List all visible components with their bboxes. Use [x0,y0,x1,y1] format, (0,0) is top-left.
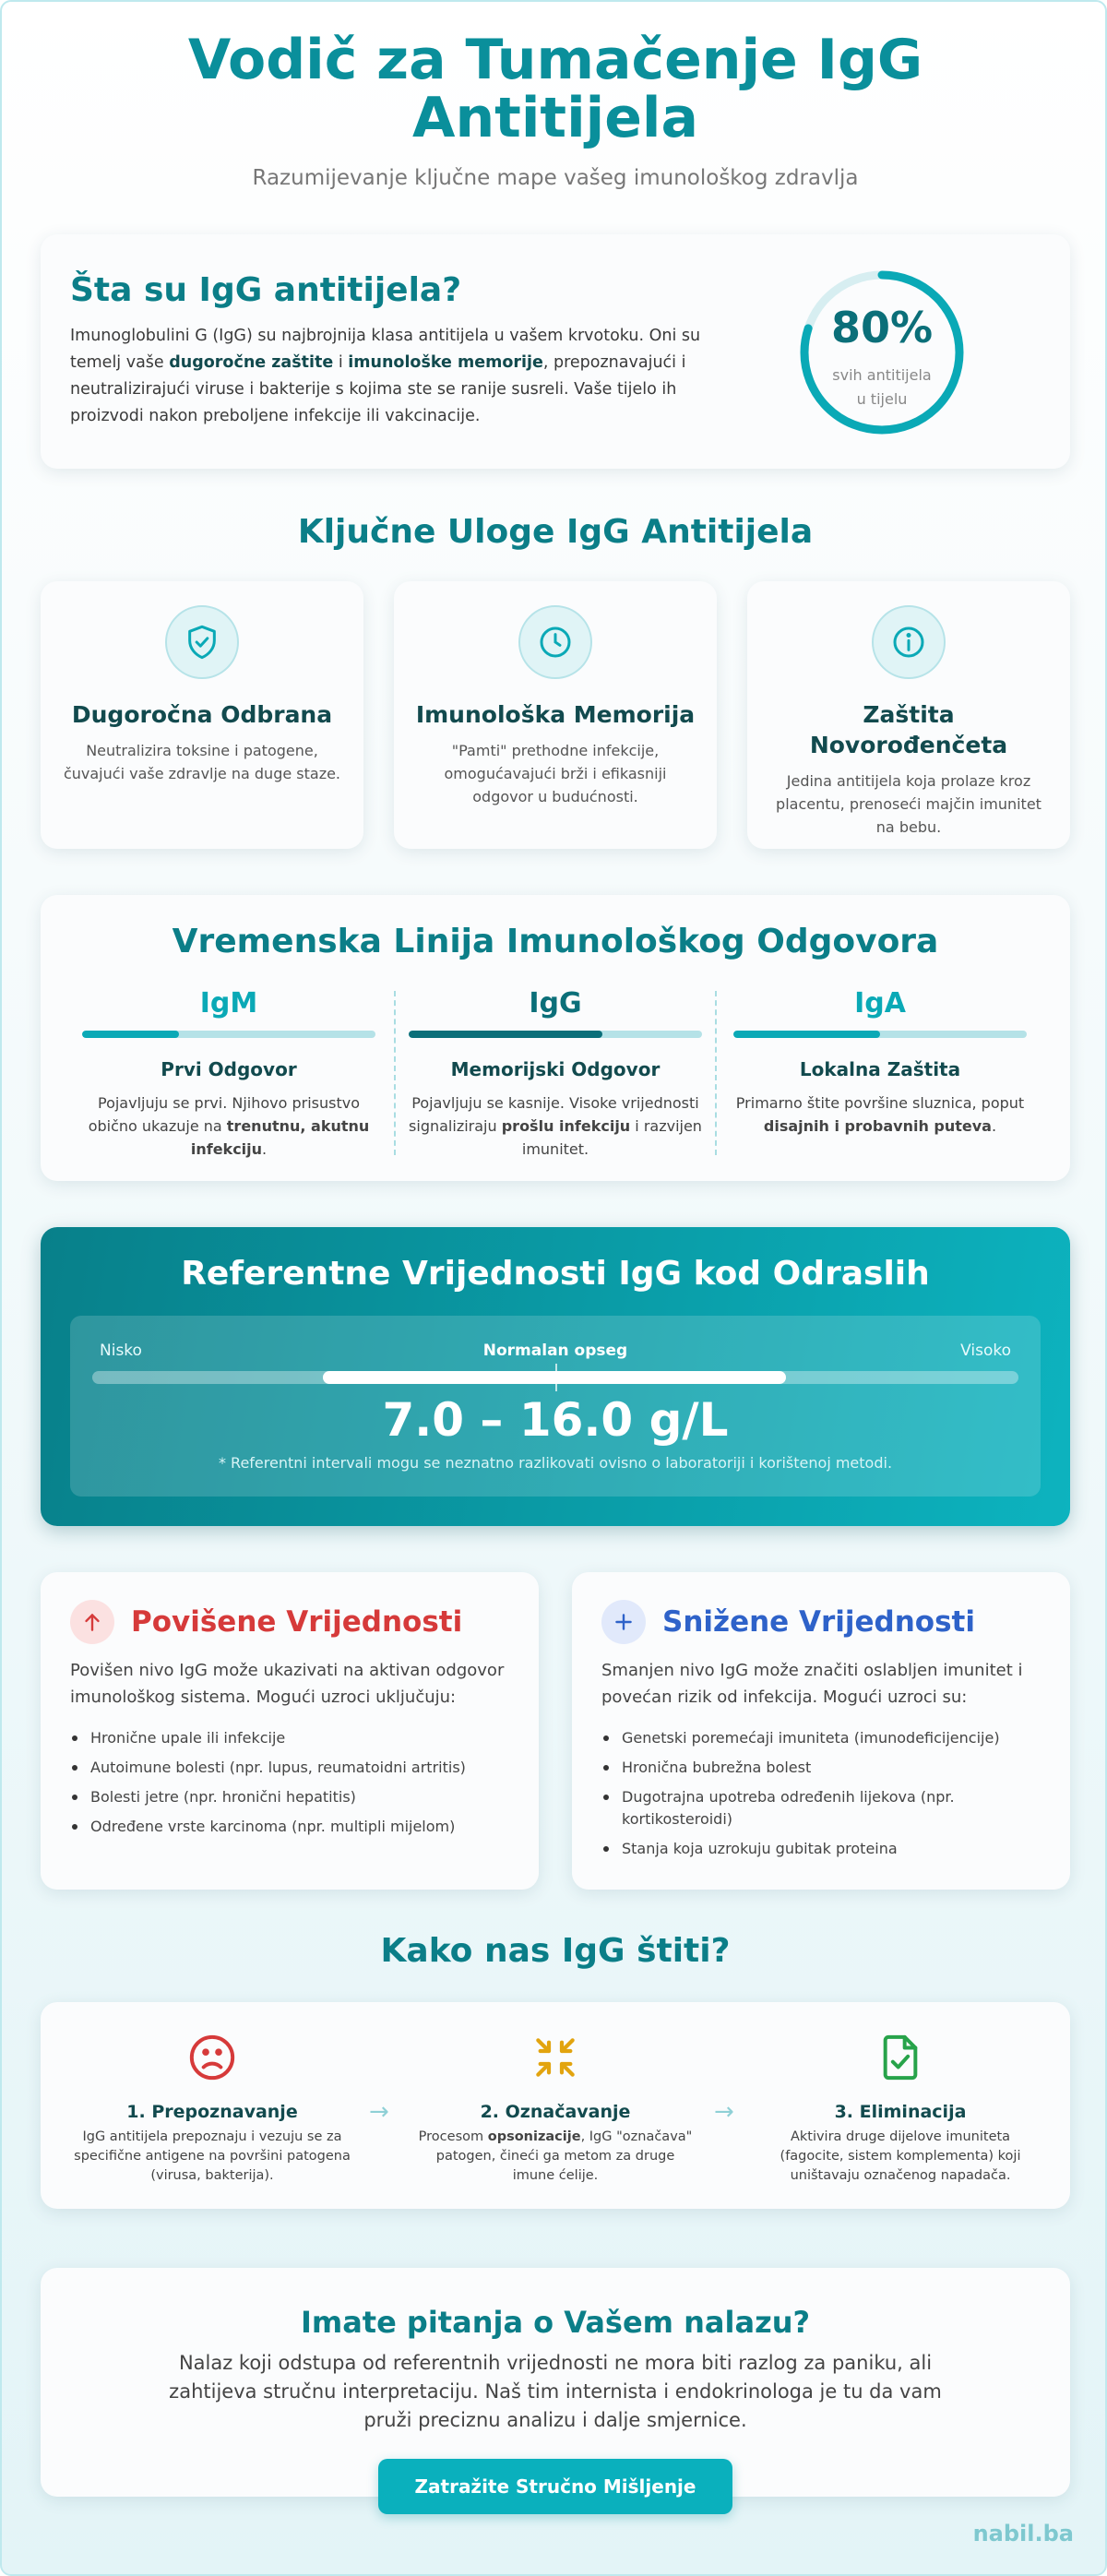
range-high-label: Visoko [960,1342,1011,1360]
ring-label-line: svih antitijela [832,366,932,384]
timeline-text-part: . [991,1117,997,1135]
reference-note: * Referentni intervali mogu se neznatno razlikovati ovisno o laboratoriji i korištenoj metodi. [218,1454,893,1472]
list-item: Hronična bubrežna bolest [601,1757,1048,1779]
timeline-name: IgG [529,987,582,1020]
role-title: Dugoročna Odbrana [71,701,333,728]
role-card-memory [394,581,717,849]
timeline-divider [394,991,396,1155]
list-item: Hronične upale ili infekcije [70,1727,517,1749]
document-check-icon [762,2030,1039,2085]
role-title: Zaštita Novorođenčeta [809,701,1008,758]
plus-icon [601,1600,646,1644]
intro-card [41,234,1070,469]
list-item: Određene vrste karcinoma (npr. multipli mijelom) [70,1816,517,1838]
reduced-header [601,1600,975,1644]
role-text: Jedina antitijela koja prolaze kroz placentu, prenoseći majčin imunitet na bebu. [776,772,1042,836]
timeline-bar-fill [733,1031,880,1038]
elevated-card [41,1572,539,1890]
elevated-text: Povišen nivo IgG može ukazivati na aktivan odgovor imunološkog sistema. Mogući uzroci uključuju: [70,1661,505,1707]
timeline-iga [723,987,1037,1138]
elevated-heading: Povišene Vrijednosti [131,1605,463,1639]
roles-heading: Ključne Uloge IgG Antitijela [297,513,814,551]
reduced-list [601,1727,1048,1867]
intro-text-part: Imunoglobulini G (IgG) su najbrojnija klasa antitijela u vašem krvotoku. Oni su temelj vaše [70,327,701,372]
ring-graphic [797,268,967,437]
cta-heading: Imate pitanja o Vašem nalazu? [300,2305,811,2340]
step-marking [417,2030,694,2186]
reduced-card [572,1572,1070,1890]
timeline-igg [399,987,712,1161]
timeline-heading: Vremenska Linija Imunološkog Odgovora [172,923,939,960]
timeline-title: Prvi Odgovor [161,1058,297,1080]
timeline-title: Lokalna Zaštita [799,1058,961,1080]
timeline-text-bold: disajnih i probavnih puteva [763,1117,992,1135]
step-title: 3. Eliminacija [834,2102,967,2122]
range-normal-label: Normalan opseg [482,1342,628,1360]
timeline-text-part: Pojavljuju se kasnije. Visoke vrijednosti signaliziraju [409,1094,699,1135]
timeline-text-bold: trenutnu, akutnu infekciju [190,1117,370,1158]
step-text: Aktivira druge dijelove imuniteta (fagocite, sistem komplementa) koji uništavaju označenog napadača. [780,2129,1021,2183]
intro-text-part: i [333,353,349,372]
list-item: Stanja koja uzrokuju gubitak proteina [601,1838,1048,1860]
request-opinion-button[interactable]: Zatražite Stručno Mišljenje [378,2459,732,2514]
timeline-divider [715,991,717,1155]
step-text-part: Procesom [418,2129,488,2144]
timeline-text-part: i razvijen imunitet. [521,1117,702,1158]
elevated-header [70,1600,462,1644]
list-item: Genetski poremećaji imuniteta (imunodeficijencije) [601,1727,1048,1749]
intro-bold-memory: imunološke memorije [348,353,543,372]
ring-label-line: u tijelu [856,390,908,408]
timeline-name: IgA [854,987,906,1020]
how-heading: Kako nas IgG štiti? [380,1932,731,1970]
timeline-bar [409,1031,702,1038]
range-value: 7.0 – 16.0 g/L [382,1393,729,1447]
step-title: 1. Prepoznavanje [126,2102,298,2122]
intro-text-part: , prepoznavajući i neutralizirajući viruse i bakterije s kojima ste se ranije susreli. Vaše tijelo ih proizvodi nakon preboljene infekcije ili vakcinacije. [70,353,686,425]
step-text [417,2128,694,2186]
role-card-defense [41,581,363,849]
how-card [41,2002,1070,2209]
sad-face-icon [74,2030,351,2085]
reference-heading: Referentne Vrijednosti IgG kod Odraslih [181,1255,930,1293]
ring-value: 80% [830,303,934,352]
brand-logo[interactable]: nabil.ba [972,2521,1074,2546]
arrow-right-icon: → [369,2098,389,2126]
reduced-heading: Snižene Vrijednosti [662,1605,975,1639]
timeline-text-part: . [262,1140,268,1158]
timeline-title: Memorijski Odgovor [450,1058,661,1080]
intro-bold-long-term: dugoročne zaštite [169,353,334,372]
timeline-bar-fill [82,1031,179,1038]
list-item: Autoimune bolesti (npr. lupus, reumatoidni artritis) [70,1757,517,1779]
step-elimination [762,2030,1039,2186]
timeline-igm [72,987,386,1161]
timeline-bar [733,1031,1027,1038]
cta-card [41,2268,1070,2497]
timeline-card [41,895,1070,1181]
role-text: "Pamti" prethodne infekcije, omogućavajući brži i efikasniji odgovor u budućnosti. [444,742,667,805]
timeline-text-part: Pojavljuju se prvi. Njihovo prisustvo obično ukazuje na [88,1094,361,1135]
step-text-bold: opsonizacije [487,2129,581,2144]
timeline-text [731,1091,1030,1138]
timeline-name: IgM [199,987,258,1020]
clock-icon [518,605,592,679]
step-text: IgG antitijela prepoznaju i vezuju se za specifične antigene na površini patogena (virusa, bakterija). [74,2129,351,2183]
range-low-label: Nisko [100,1342,142,1360]
role-title: Imunološka Memorija [415,701,696,728]
shield-check-icon [165,605,239,679]
step-title: 2. Označavanje [480,2102,631,2122]
range-center-tick [555,1364,557,1391]
role-card-newborn [747,581,1070,849]
header [2,28,1107,190]
timeline-bar-fill [409,1031,602,1038]
list-item: Dugotrajna upotreba određenih lijekova (npr. kortikosteroidi) [601,1786,1048,1831]
page-subtitle: Razumijevanje ključne mape vašeg imunološkog zdravlja [252,166,859,190]
percentage-ring [797,268,967,437]
intro-text [70,323,707,430]
reference-panel [70,1316,1041,1497]
timeline-text [406,1091,705,1161]
cta-text: Nalaz koji odstupa od referentnih vrijednosti ne mora biti razlog za paniku, ali zahtijeva stručnu interpretaciju. Naš tim internista i endokrinologa je tu da vam pruži preciznu analizu i dalje smjernice. [169,2352,942,2431]
reduced-text: Smanjen nivo IgG može značiti oslabljen imunitet i povećan rizik od infekcija. Mogući uzroci su: [601,1661,1023,1707]
timeline-text [79,1091,378,1161]
intro-heading: Šta su IgG antitijela? [70,271,462,309]
range-normal-band [323,1371,786,1384]
ring-label [797,364,967,411]
role-text: Neutralizira toksine i patogene, čuvajući vaše zdravlje na duge staze. [63,742,341,782]
step-text-part: , IgG "označava" patogen, čineći ga metom za druge imune ćelije. [435,2129,693,2183]
elevated-list [70,1727,517,1845]
list-item: Bolesti jetre (npr. hronični hepatitis) [70,1786,517,1808]
timeline-bar [82,1031,375,1038]
page-title: Vodič za Tumačenje IgG Antitijela [187,28,923,150]
info-icon [872,605,946,679]
converge-arrows-icon [417,2030,694,2085]
step-recognition [74,2030,351,2186]
reference-card [41,1227,1070,1526]
arrow-up-icon [70,1600,114,1644]
arrow-right-icon: → [714,2098,734,2126]
timeline-text-bold: prošlu infekciju [501,1117,631,1135]
timeline-text-part: Primarno štite površine sluznica, poput [735,1094,1025,1112]
